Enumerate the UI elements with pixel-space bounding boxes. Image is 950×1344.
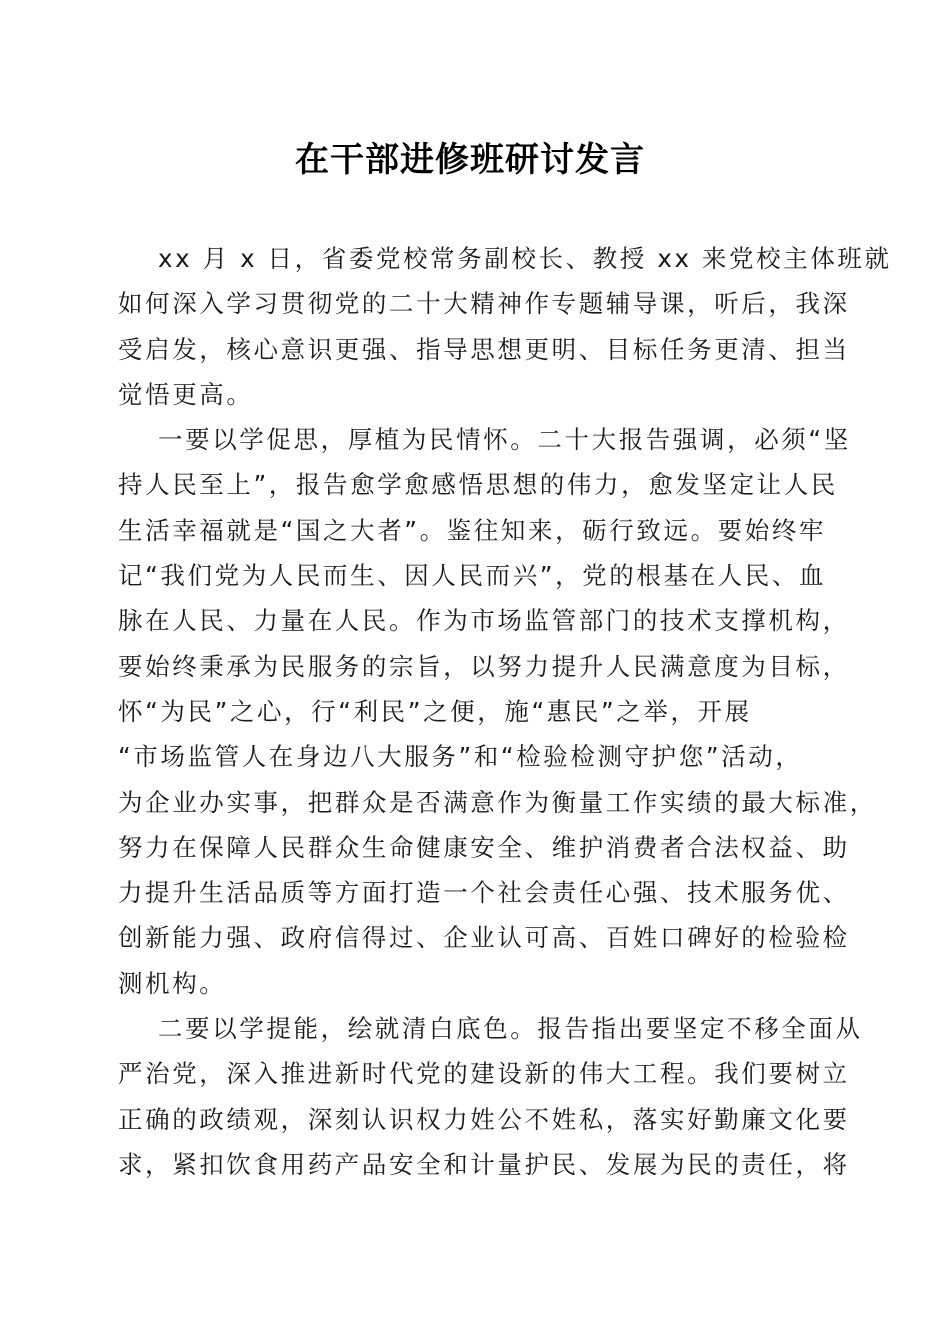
paragraph-line: 严治党，深入推进新时代党的建设新的伟大工程。我们要树立 [118, 1059, 850, 1089]
paragraph-line: 求，紧扣饮食用药产品安全和计量护民、发展为民的责任，将 [118, 1149, 850, 1179]
paragraph-line: “市场监管人在身边八大服务”和“检验检测守护您”活动， [118, 742, 803, 772]
paragraph-line: 受启发，核心意识更强、指导思想更明、目标任务更清、担当 [118, 334, 850, 364]
paragraph-line: 怀“为民”之心，行“利民”之便，施“惠民”之举，开展 [118, 696, 752, 726]
document-body [118, 236, 892, 1187]
paragraph-intro [118, 236, 892, 417]
paragraph-line: 生活幸福就是“国之大者”。鉴往知来，砺行致远。要始终牢 [118, 515, 827, 545]
paragraph-point-two [118, 1006, 863, 1187]
paragraph-line: 力提升生活品质等方面打造一个社会责任心强、技术服务优、 [118, 878, 850, 908]
paragraph-line: 创新能力强、政府信得过、企业认可高、百姓口碑好的检验检 [118, 923, 850, 953]
paragraph-point-one [118, 417, 877, 1006]
paragraph-line: 测机构。 [118, 968, 227, 998]
paragraph-line: 觉悟更高。 [118, 379, 254, 409]
document-title: 在干部进修班研讨发言 [295, 140, 645, 180]
paragraph-line: 二要以学提能，绘就清白底色。报告指出要坚定不移全面从 [158, 1014, 863, 1044]
paragraph-line: 脉在人民、力量在人民。作为市场监管部门的技术支撑机构， [118, 606, 850, 636]
paragraph-line: 一要以学促思，厚植为民情怀。二十大报告强调，必须“坚 [158, 425, 851, 455]
paragraph-line: 为企业办实事，把群众是否满意作为衡量工作实绩的最大标准， [118, 787, 877, 817]
paragraph-line: 努力在保障人民群众生命健康安全、维护消费者合法权益、助 [118, 832, 850, 862]
paragraph-line: xx 月 x 日，省委党校常务副校长、教授 xx 来党校主体班就 [158, 244, 892, 273]
paragraph-line: 持人民至上”，报告愈学愈感悟思想的伟力，愈发坚定让人民 [118, 470, 838, 500]
paragraph-line: 要始终秉承为民服务的宗旨，以努力提升人民满意度为目标， [118, 651, 850, 681]
paragraph-line: 记“我们党为人民而生、因人民而兴”，党的根基在人民、血 [118, 561, 827, 591]
paragraph-line: 如何深入学习贯彻党的二十大精神作专题辅导课，听后，我深 [118, 289, 850, 319]
paragraph-line: 正确的政绩观，深刻认识权力姓公不姓私，落实好勤廉文化要 [118, 1104, 850, 1134]
